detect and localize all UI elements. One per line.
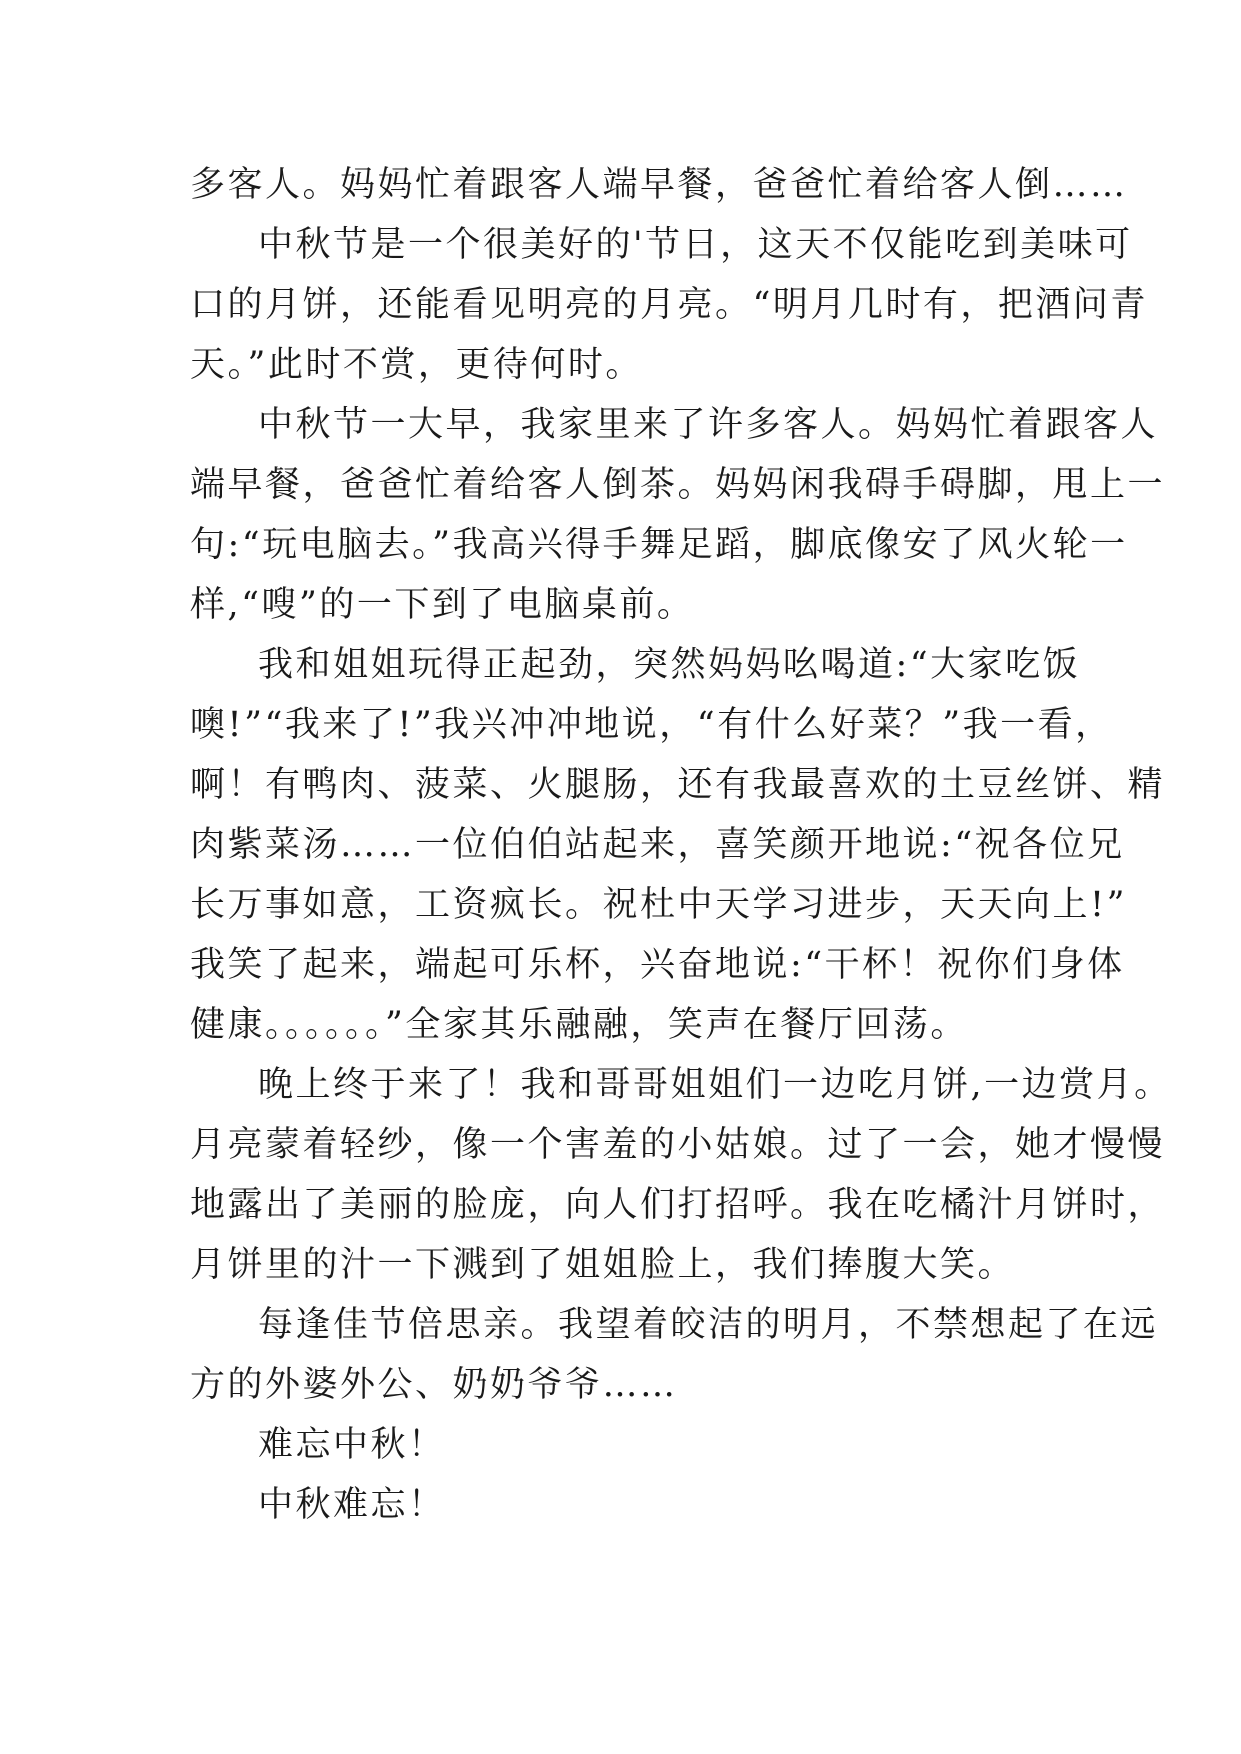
text-line: 晚上终于来了！我和哥哥姐姐们一边吃月饼,一边赏月。 bbox=[258, 1065, 1172, 1105]
text-line: 天。”此时不赏，更待何时。 bbox=[190, 345, 643, 385]
text-line: 难忘中秋！ bbox=[258, 1425, 446, 1465]
text-line: 我笑了起来，端起可乐杯，兴奋地说:“干杯！祝你们身体 bbox=[190, 945, 1125, 985]
text-line: 每逢佳节倍思亲。我望着皎洁的明月，不禁想起了在远 bbox=[258, 1305, 1159, 1345]
text-line: 健康。。。。。。”全家其乐融融，笑声在餐厅回荡。 bbox=[190, 1005, 968, 1045]
text-line: 中秋难忘！ bbox=[258, 1485, 446, 1525]
text-line: 噢!”“我来了!”我兴冲冲地说，“有什么好菜？”我一看， bbox=[190, 705, 1113, 745]
text-line: 多客人。妈妈忙着跟客人端早餐，爸爸忙着给客人倒…… bbox=[190, 165, 1128, 205]
text-line: 月饼里的汁一下溅到了姐姐脸上，我们捧腹大笑。 bbox=[190, 1245, 1016, 1285]
text-line: 啊！有鸭肉、菠菜、火腿肠，还有我最喜欢的土豆丝饼、精 bbox=[190, 765, 1166, 805]
text-line: 月亮蒙着轻纱，像一个害羞的小姑娘。过了一会，她才慢慢 bbox=[190, 1125, 1166, 1165]
text-line: 我和姐姐玩得正起劲，突然妈妈吆喝道:“大家吃饭 bbox=[258, 645, 1081, 685]
essay-body bbox=[190, 155, 1172, 1535]
text-line: 句:“玩电脑去。”我高兴得手舞足蹈，脚底像安了风火轮一 bbox=[190, 525, 1128, 565]
text-line: 样,“嗖”的一下到了电脑桌前。 bbox=[190, 585, 695, 625]
text-line: 中秋节一大早，我家里来了许多客人。妈妈忙着跟客人 bbox=[258, 405, 1159, 445]
text-line: 长万事如意，工资疯长。祝杜中天学习进步，天天向上!” bbox=[190, 885, 1127, 925]
text-line: 肉紫菜汤……一位伯伯站起来，喜笑颜开地说:“祝各位兄 bbox=[190, 825, 1125, 865]
text-line: 方的外婆外公、奶奶爷爷…… bbox=[190, 1365, 678, 1405]
text-line: 端早餐，爸爸忙着给客人倒茶。妈妈闲我碍手碍脚，甩上一 bbox=[190, 465, 1166, 505]
text-line: 中秋节是一个很美好的'节日，这天不仅能吃到美味可 bbox=[258, 225, 1133, 265]
text-line: 地露出了美丽的脸庞，向人们打招呼。我在吃橘汁月饼时， bbox=[190, 1185, 1166, 1225]
text-line: 口的月饼，还能看见明亮的月亮。“明月几时有，把酒问青 bbox=[190, 285, 1148, 325]
